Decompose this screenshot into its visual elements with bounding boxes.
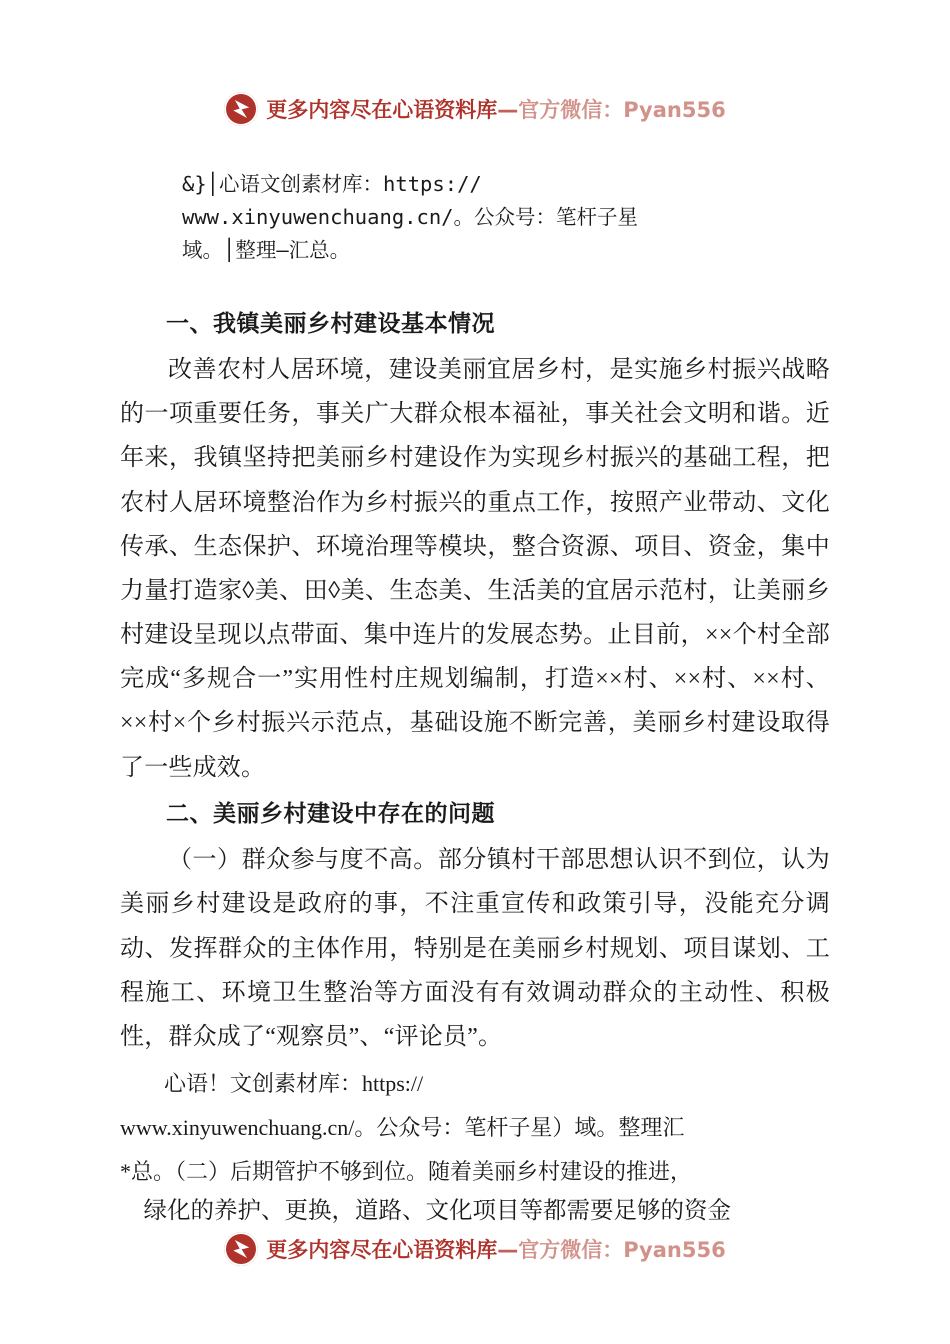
section-2-item-1: （一）群众参与度不高。部分镇村干部思想认识不到位，认为美丽乡村建设是政府的事，不注重宣传和政策引导，没能充分调动、发挥群众的主体作用，特别是在美丽乡村规划、项目谋划、工程施工、环境卫生整治等方面没有有效调动群众的主动性、积极性，群众成了“观察员”、“评论员”。 — [120, 847, 830, 1050]
section-1-heading: 一、我镇美丽乡村建设基本情况 — [166, 309, 495, 336]
section-2-heading: 二、美丽乡村建设中存在的问题 — [166, 799, 495, 826]
watermark-logo-icon — [224, 1232, 258, 1266]
document-content — [120, 0, 830, 1232]
header-note-part3: 域。│整理—汇总。 — [182, 238, 351, 263]
watermark-tail-text: 官方微信：Pyan556 — [518, 1238, 726, 1262]
header-note — [120, 168, 830, 268]
section-1-body: 改善农村人居环境，建设美丽宜居乡村，是实施乡村振兴战略的一项重要任务，事关广大群众根本福祉，事关社会文明和谐。近年来，我镇坚持把美丽乡村建设作为实现乡村振兴的基础工程，把农村人居环境整治作为乡村振兴的重点工作，按照产业带动、文化传承、生态保护、环境治理等模块，整合资源、项目、资金，集中力量打造家◊美、田◊美、生态美、生活美的宜居示范村，让美丽乡村建设呈现以点带面、集中连片的发展态势。止目前，××个村全部完成“多规合一”实用性村庄规划编制，打造××村、××村、××村、××村×个乡村振兴示范点，基础设施不断完善，美丽乡村建设取得了一些成效。 — [120, 357, 830, 781]
watermark-main-text: 更多内容尽在心语资料库 — [266, 98, 498, 122]
watermark-bottom — [0, 1232, 950, 1266]
promo-line-1: 心语！文创素材库：https:// — [164, 1071, 424, 1097]
watermark-tail-text: 官方微信：Pyan556 — [518, 98, 726, 122]
header-note-part1: &}│心语文创素材库：https:// — [182, 172, 482, 196]
header-note-part2: www.xinyuwenchuang.cn/。公众号：笔杆子星 — [182, 205, 639, 230]
promo-line-3: *总。（二）后期管护不够到位。随着美丽乡村建设的推进， — [120, 1158, 693, 1184]
watermark-separator: — — [497, 98, 519, 122]
last-line: 绿化的养护、更换，道路、文化项目等都需要足够的资金 — [143, 1197, 731, 1224]
watermark-text — [266, 1234, 725, 1264]
watermark-separator: — — [497, 1238, 519, 1262]
promo-line-2: www.xinyuwenchuang.cn/。公众号：笔杆子星）域。整理汇 — [120, 1114, 685, 1140]
watermark-main-text: 更多内容尽在心语资料库 — [266, 1238, 498, 1262]
